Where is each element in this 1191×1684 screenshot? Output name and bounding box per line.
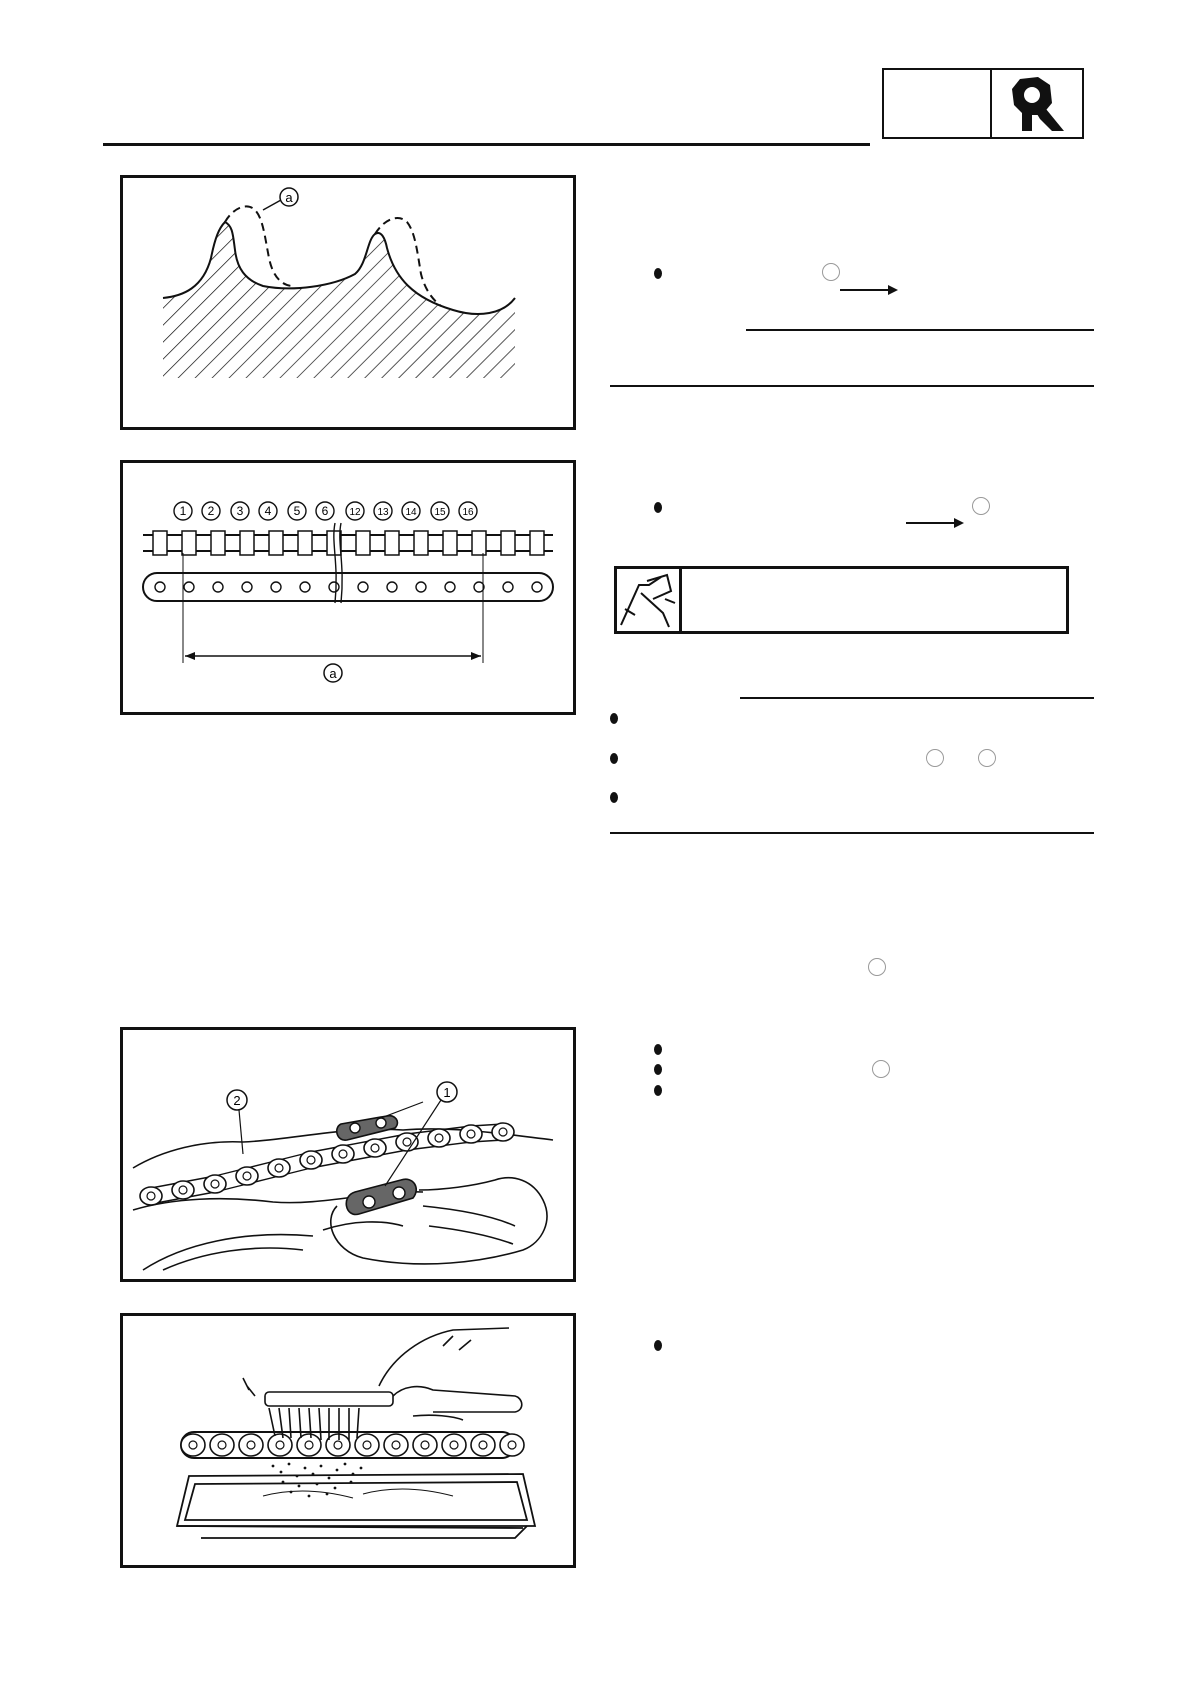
bullet-3 bbox=[610, 713, 618, 724]
link-number-label: 14 bbox=[405, 507, 417, 518]
note2-bottom-rule bbox=[610, 832, 1094, 834]
chain-length-illustration bbox=[123, 463, 573, 712]
bullet-9 bbox=[654, 1340, 662, 1351]
link-number-label: 2 bbox=[207, 504, 215, 518]
reference-callout-5 bbox=[868, 958, 886, 976]
bullet-6 bbox=[654, 1044, 662, 1055]
bullet-2 bbox=[654, 502, 662, 513]
callout-1-label: 1 bbox=[443, 1085, 451, 1100]
arrow-icon bbox=[906, 516, 966, 530]
link-number-label: 16 bbox=[462, 507, 474, 518]
figure-chain-length bbox=[120, 460, 576, 715]
reference-callout-6 bbox=[872, 1060, 890, 1078]
section-box-divider bbox=[990, 70, 992, 137]
reference-callout-1 bbox=[822, 263, 840, 281]
header-rule bbox=[103, 143, 870, 146]
bullet-5 bbox=[610, 792, 618, 803]
reference-callout-4 bbox=[978, 749, 996, 767]
link-number-label: 3 bbox=[236, 504, 244, 518]
link-number-label: 15 bbox=[434, 507, 446, 518]
note2-top-rule bbox=[740, 697, 1094, 699]
link-number-label: 5 bbox=[293, 504, 301, 518]
chain-stiffness-illustration bbox=[123, 1030, 573, 1279]
link-number-label: 13 bbox=[377, 507, 389, 518]
section-icon-box bbox=[882, 68, 1084, 139]
bullet-4 bbox=[610, 753, 618, 764]
link-number-label: 12 bbox=[349, 507, 361, 518]
bullet-1 bbox=[654, 268, 662, 279]
caliper-icon bbox=[617, 569, 679, 631]
dimension-a-label: a bbox=[329, 666, 337, 681]
link-number-label: 4 bbox=[264, 504, 272, 518]
callout-2-label: 2 bbox=[233, 1093, 241, 1108]
sprocket-tooth-illustration bbox=[123, 178, 573, 427]
note-top-rule bbox=[746, 329, 1094, 331]
limit-spec-box bbox=[614, 566, 1069, 634]
figure-chain-cleaning bbox=[120, 1313, 576, 1568]
callout-a-label: a bbox=[285, 190, 293, 205]
reference-callout-3 bbox=[926, 749, 944, 767]
wrench-nut-icon bbox=[994, 73, 1082, 135]
caliper-icon-cell bbox=[617, 569, 682, 631]
figure-chain-stiffness bbox=[120, 1027, 576, 1282]
arrow-icon bbox=[840, 283, 900, 297]
figure-sprocket-wear bbox=[120, 175, 576, 430]
reference-callout-2 bbox=[972, 497, 990, 515]
link-number-label: 1 bbox=[179, 504, 187, 518]
note-bottom-rule bbox=[610, 385, 1094, 387]
chain-cleaning-illustration bbox=[123, 1316, 573, 1565]
bullet-8 bbox=[654, 1085, 662, 1096]
bullet-7 bbox=[654, 1064, 662, 1075]
link-number-label: 6 bbox=[321, 504, 329, 518]
